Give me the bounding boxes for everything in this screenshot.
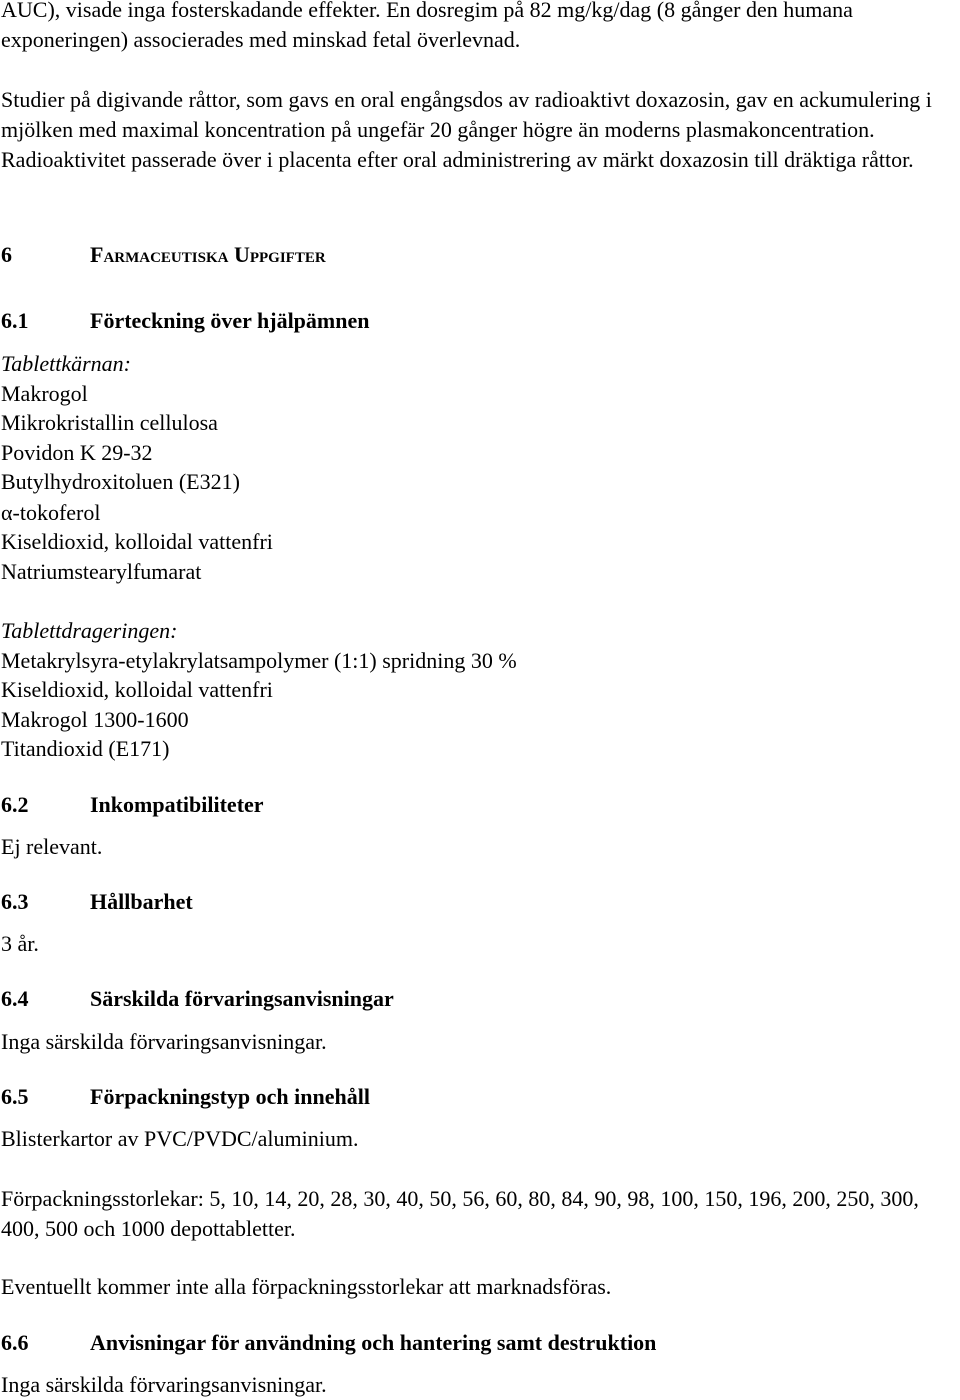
section-6-6-text: Inga särskilda förvaringsanvisningar. [1, 1372, 327, 1397]
core-item: Natriumstearylfumarat [1, 559, 202, 584]
pack-sizes-paragraph: Förpackningsstorlekar: 5, 10, 14, 20, 28, 30, 40, 50, 56, 60, 80, 84, 90, 98, 100, 150, 196, 200, 250, 300, 400, 500 och 1000 depottabletter. [1, 1186, 919, 1241]
core-label: Tablettkärnan: [1, 351, 131, 376]
core-item: α-tokoferol [1, 500, 101, 525]
core-item: Povidon K 29-32 [1, 440, 153, 465]
section-6-3-heading [1, 887, 193, 917]
section-6-4-heading [1, 984, 394, 1014]
section-title: Särskilda förvaringsanvisningar [90, 986, 394, 1011]
section-number: 6.4 [1, 986, 29, 1011]
section-6-1-heading [1, 306, 369, 336]
coating-item: Titandioxid (E171) [1, 736, 170, 761]
coating-label: Tablettdrageringen: [1, 618, 178, 643]
section-6-6-heading [1, 1328, 656, 1358]
section-number: 6 [1, 242, 12, 267]
lactation-paragraph: Studier på digivande råttor, som gavs en oral engångsdos av radioaktivt doxazosin, gav en ackumulering i mjölken med maximal koncentration på ungefär 20 gånger högre än moderns plasmakoncentration. Radioaktivitet passerade över i placenta efter oral administrering av märkt doxazosin till dräktiga råttor. [1, 87, 932, 172]
core-item: Makrogol [1, 381, 88, 406]
marketing-note: Eventuellt kommer inte alla förpackningsstorlekar att marknadsföras. [1, 1274, 612, 1299]
section-number: 6.2 [1, 792, 29, 817]
section-number: 6.6 [1, 1330, 29, 1355]
section-title: Hållbarhet [90, 889, 193, 914]
section-6-5-heading [1, 1082, 370, 1112]
core-item: Mikrokristallin cellulosa [1, 410, 218, 435]
intro-paragraph: AUC), visade inga fosterskadande effekter. En dosregim på 82 mg/kg/dag (8 gånger den humana exponeringen) associerades med minskad fetal överlevnad. [1, 0, 853, 52]
section-6-heading [1, 240, 326, 270]
coating-item: Metakrylsyra-etylakrylatsampolymer (1:1) spridning 30 % [1, 648, 517, 673]
section-title: Farmaceutiska Uppgifter [90, 242, 326, 267]
coating-item: Kiseldioxid, kolloidal vattenfri [1, 677, 273, 702]
section-number: 6.1 [1, 308, 29, 333]
core-item: Butylhydroxitoluen (E321) [1, 469, 240, 494]
section-6-2-text: Ej relevant. [1, 834, 103, 859]
section-6-3-text: 3 år. [1, 931, 39, 956]
coating-item: Makrogol 1300-1600 [1, 707, 189, 732]
section-6-2-heading [1, 790, 264, 820]
section-title: Anvisningar för användning och hantering samt destruktion [90, 1330, 657, 1355]
section-6-5-text: Blisterkartor av PVC/PVDC/aluminium. [1, 1126, 359, 1151]
section-number: 6.3 [1, 889, 29, 914]
section-6-4-text: Inga särskilda förvaringsanvisningar. [1, 1029, 327, 1054]
section-title: Förteckning över hjälpämnen [90, 308, 370, 333]
section-title: Inkompatibiliteter [90, 792, 264, 817]
section-number: 6.5 [1, 1084, 29, 1109]
core-item: Kiseldioxid, kolloidal vattenfri [1, 529, 273, 554]
section-title: Förpackningstyp och innehåll [90, 1084, 370, 1109]
